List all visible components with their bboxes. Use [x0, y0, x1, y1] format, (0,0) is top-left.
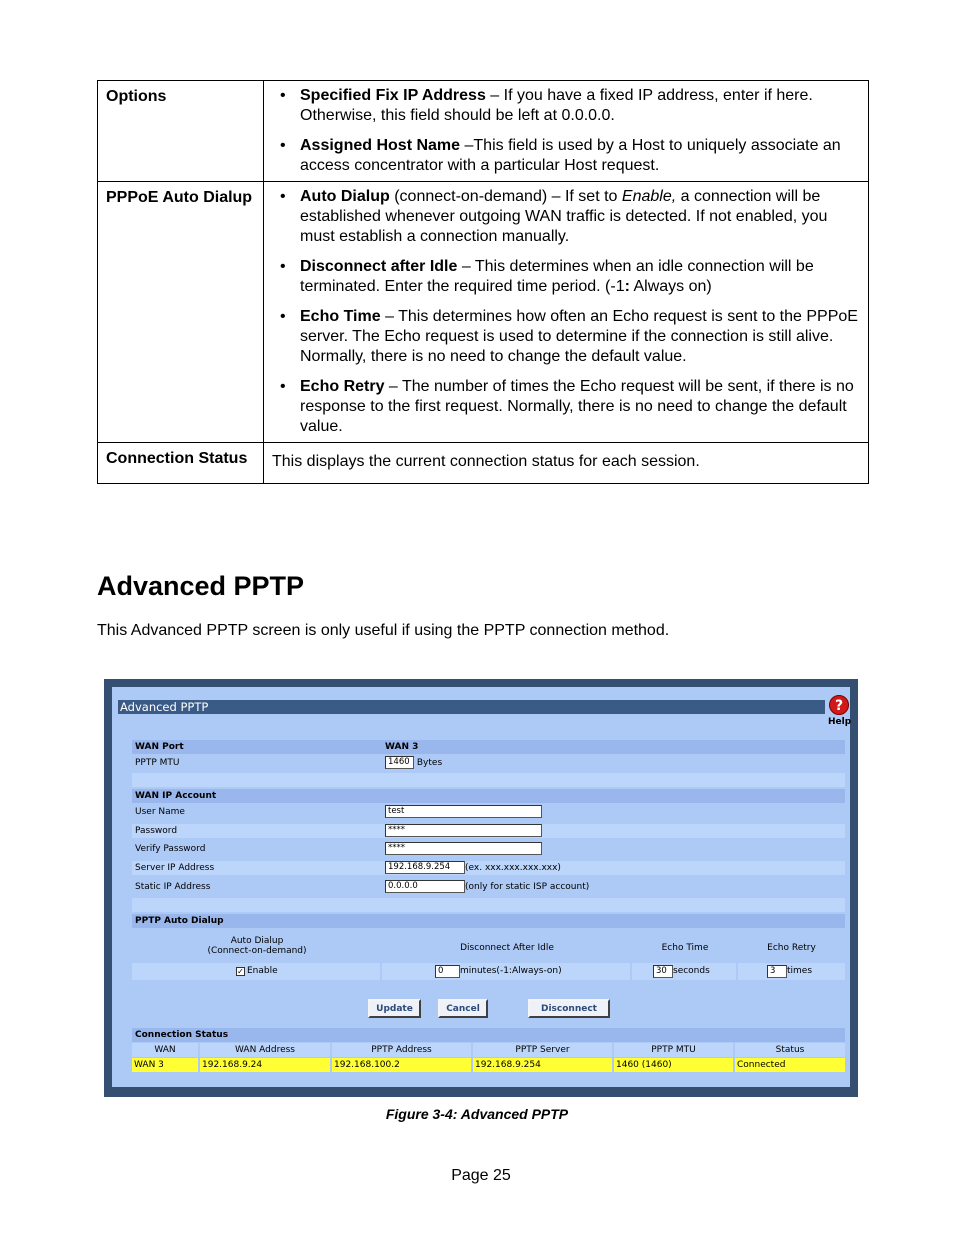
server-ip-input[interactable]: 192.168.9.254 — [385, 861, 465, 874]
connection-table-header — [132, 1043, 845, 1057]
cell-pptp-server: 192.168.9.254 — [473, 1058, 614, 1072]
definition-table — [97, 80, 869, 484]
column-disconnect-after-idle: Disconnect After Idle — [460, 943, 554, 953]
column-echo-retry: Echo Retry — [767, 943, 816, 953]
description-options — [264, 81, 869, 182]
definition-row-options — [98, 81, 869, 182]
verify-password-input[interactable]: **** — [385, 842, 542, 855]
section-intro: This Advanced PPTP screen is only useful if using the PPTP connection method. — [97, 622, 670, 639]
idle-minutes-input[interactable]: 0 — [435, 965, 460, 978]
advanced-pptp-screenshot — [104, 679, 858, 1097]
wan-port-row — [132, 740, 845, 754]
pptp-mtu-label: PPTP MTU — [135, 758, 180, 768]
static-ip-hint: (only for static ISP account) — [465, 882, 590, 892]
table-row — [132, 1058, 845, 1072]
pptp-mtu-input[interactable]: 1460 — [385, 756, 414, 769]
help-label: Help — [828, 717, 852, 727]
bullet-echo-retry: • Echo Retry – The number of times the Echo request will be sent, if there is no response to the first request. Normally, there is no need to change the default value. — [272, 377, 860, 437]
header-status: Status — [735, 1043, 845, 1057]
cell-wan-address: 192.168.9.24 — [200, 1058, 332, 1072]
echo-retry-input[interactable]: 3 — [767, 965, 787, 978]
screen-panel — [112, 687, 850, 1087]
wan-ip-account-row — [132, 789, 845, 803]
enable-label: Enable — [247, 966, 278, 976]
connection-status-label: Connection Status — [135, 1030, 229, 1040]
echo-retry-cell — [738, 963, 845, 980]
wan-ip-account-label: WAN IP Account — [135, 791, 217, 801]
static-ip-input[interactable]: 0.0.0.0 — [385, 880, 465, 893]
echo-time-unit: seconds — [673, 966, 710, 976]
password-label: Password — [135, 826, 178, 836]
description-pppoe-auto-dialup — [264, 182, 869, 443]
wan-port-label: WAN Port — [135, 742, 184, 752]
pptp-auto-dialup-row — [132, 914, 845, 928]
server-ip-label: Server IP Address — [135, 863, 215, 873]
connection-status-row — [132, 1028, 845, 1042]
static-ip-row — [132, 880, 845, 894]
cell-pptp-address: 192.168.100.2 — [332, 1058, 473, 1072]
update-button[interactable]: Update — [368, 999, 421, 1018]
enable-checkbox[interactable]: ✓ — [237, 967, 244, 976]
static-ip-label: Static IP Address — [135, 882, 211, 892]
disconnect-button[interactable]: Disconnect — [528, 999, 610, 1018]
server-ip-hint: (ex. xxx.xxx.xxx.xxx) — [465, 863, 561, 873]
section-heading: Advanced PPTP — [97, 571, 305, 601]
enable-cell — [132, 963, 382, 980]
user-name-label: User Name — [135, 807, 185, 817]
password-input[interactable]: **** — [385, 824, 542, 837]
help-button[interactable] — [828, 695, 850, 727]
echo-time-cell — [632, 963, 738, 980]
column-echo-time: Echo Time — [661, 943, 709, 953]
cell-status: Connected — [735, 1058, 845, 1072]
verify-password-label: Verify Password — [135, 844, 206, 854]
bullet-specified-fix-ip: • Specified Fix IP Address – If you have a fixed IP address, enter if here. Otherwise, this field should be left at 0.0.0.0. — [272, 86, 860, 126]
cell-pptp-mtu: 1460 (1460) — [614, 1058, 735, 1072]
header-pptp-mtu: PPTP MTU — [614, 1043, 735, 1057]
pptp-auto-dialup-label: PPTP Auto Dialup — [135, 916, 224, 926]
pptp-mtu-row — [132, 756, 845, 770]
page-number: Page 25 — [451, 1167, 511, 1184]
figure-caption: Figure 3-4: Advanced PPTP — [385, 1106, 569, 1122]
term-options: Options — [98, 81, 264, 182]
idle-cell — [382, 963, 632, 980]
spacer-row — [132, 898, 845, 912]
password-row — [132, 824, 845, 838]
definition-row-pppoe-auto-dialup — [98, 182, 869, 443]
user-name-row — [132, 805, 845, 819]
cancel-button[interactable]: Cancel — [438, 999, 488, 1018]
header-wan-address: WAN Address — [200, 1043, 332, 1057]
pptp-mtu-unit: Bytes — [416, 758, 443, 768]
description-connection-status: This displays the current connection status for each session. — [264, 443, 869, 484]
screen-title: Advanced PPTP — [118, 700, 825, 714]
term-pppoe-auto-dialup: PPPoE Auto Dialup — [98, 182, 264, 443]
header-wan: WAN — [132, 1043, 200, 1057]
verify-password-row — [132, 842, 845, 856]
wan-port-value: WAN 3 — [385, 742, 419, 752]
auto-dialup-values-row — [132, 963, 845, 980]
bullet-echo-time: • Echo Time – This determines how often an Echo request is sent to the PPPoE server. The Echo request is used to determine if the connection is still alive. Normally, there is no need to change the default value. — [272, 307, 860, 367]
spacer-row — [132, 773, 845, 787]
column-auto-dialup: Auto Dialup (Connect-on-demand) — [207, 936, 307, 956]
server-ip-row — [132, 861, 845, 875]
user-name-input[interactable]: test — [385, 805, 542, 818]
echo-time-input[interactable]: 30 — [653, 965, 673, 978]
bullet-assigned-host-name: • Assigned Host Name –This field is used by a Host to uniquely associate an access concentrator with a particular Host request. — [272, 136, 860, 176]
bullet-disconnect-after-idle: • Disconnect after Idle – This determines when an idle connection will be terminated. Enter the required time period. (-1: Always on) — [272, 257, 860, 297]
bullet-auto-dialup: • Auto Dialup (connect-on-demand) – If set to Enable, a connection will be established whenever outgoing WAN traffic is detected. If not enabled, you must establish a connection manually. — [272, 187, 860, 247]
term-connection-status: Connection Status — [98, 443, 264, 484]
header-pptp-server: PPTP Server — [473, 1043, 614, 1057]
definition-row-connection-status — [98, 443, 869, 484]
echo-retry-unit: times — [787, 966, 813, 976]
header-pptp-address: PPTP Address — [332, 1043, 473, 1057]
cell-wan: WAN 3 — [132, 1058, 200, 1072]
help-icon: ? — [829, 695, 849, 715]
idle-unit: minutes(-1:Always-on) — [460, 966, 562, 976]
